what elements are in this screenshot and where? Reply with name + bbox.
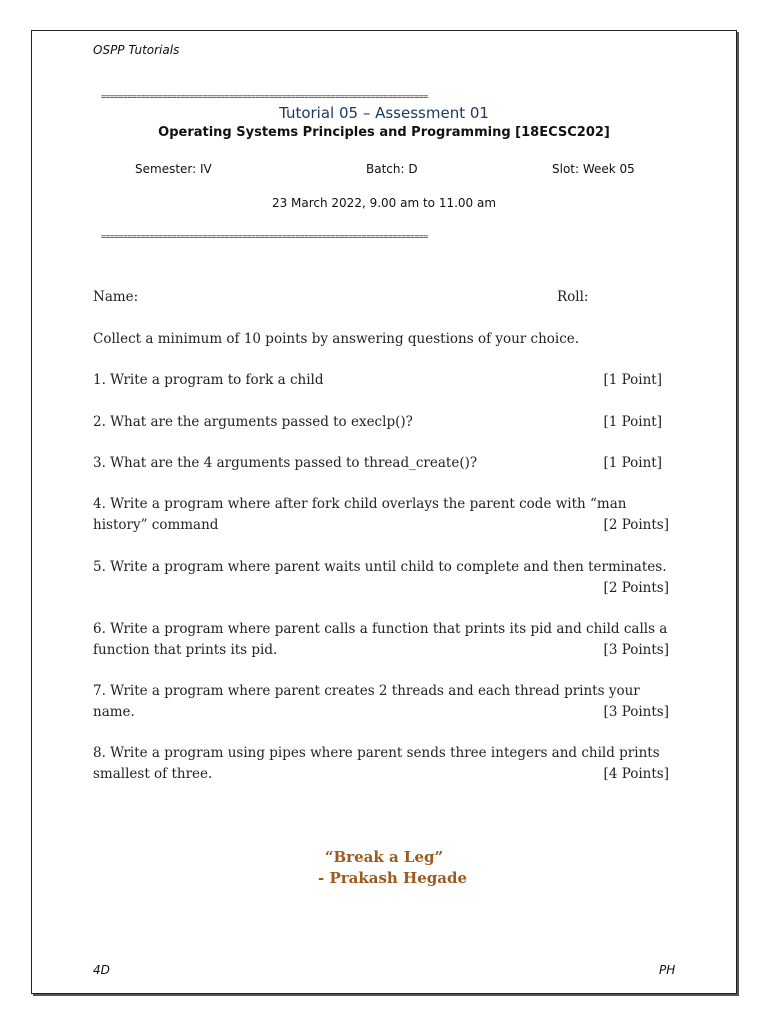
question-text: 1. Write a program to fork a child: [93, 372, 324, 388]
question-points: [3 Points]: [603, 704, 669, 720]
question-text: 6. Write a program where parent calls a function that prints its pid and child calls a: [93, 621, 668, 637]
closing-quote: “Break a Leg”: [324, 848, 444, 866]
roll-label: Roll:: [557, 289, 589, 305]
question-text: 8. Write a program using pipes where parent sends three integers and child prints: [93, 745, 660, 761]
question-item: [93, 557, 669, 599]
question-text: 7. Write a program where parent creates 2 threads and each thread prints your: [93, 683, 640, 699]
question-item: [93, 743, 669, 785]
question-text: history” command: [93, 517, 219, 533]
question-text: 3. What are the 4 arguments passed to thread_create()?: [93, 455, 478, 471]
question-points: [1 Point]: [603, 372, 662, 388]
question-text: 4. Write a program where after fork child overlays the parent code with “man: [93, 496, 627, 512]
question-points: [2 Points]: [603, 580, 669, 596]
question-text: smallest of three.: [93, 766, 213, 782]
question-item: [93, 494, 669, 536]
question-item: [93, 370, 669, 391]
question-item: [93, 453, 669, 474]
question-points: [1 Point]: [603, 455, 662, 471]
course-title: Operating Systems Principles and Programming [18ECSC202]: [158, 125, 610, 140]
top-separator: ==========================================================================: [101, 93, 428, 101]
question-text: function that prints its pid.: [93, 642, 278, 658]
question-item: [93, 619, 669, 661]
question-item: [93, 681, 669, 723]
footer-right-text: PH: [659, 963, 676, 977]
question-text: 2. What are the arguments passed to execlp()?: [93, 414, 413, 430]
batch-text: Batch: D: [366, 162, 418, 176]
question-points: [4 Points]: [603, 766, 669, 782]
question-points: [3 Points]: [603, 642, 669, 658]
bottom-separator: ==========================================================================: [101, 233, 428, 241]
slot-text: Slot: Week 05: [552, 162, 635, 176]
semester-text: Semester: IV: [135, 162, 212, 176]
question-text: name.: [93, 704, 135, 720]
question-points: [1 Point]: [603, 414, 662, 430]
question-item: [93, 412, 669, 433]
page-title: Tutorial 05 – Assessment 01: [279, 104, 489, 122]
question-text: 5. Write a program where parent waits until child to complete and then terminates.: [93, 559, 667, 575]
quote-author: - Prakash Hegade: [318, 869, 467, 887]
question-points: [2 Points]: [603, 517, 669, 533]
name-label: Name:: [93, 289, 139, 305]
date-text: 23 March 2022, 9.00 am to 11.00 am: [271, 196, 497, 210]
footer-left-text: 4D: [93, 963, 110, 977]
instruction-text: Collect a minimum of 10 points by answering questions of your choice.: [93, 331, 580, 347]
header-left-text: OSPP Tutorials: [93, 43, 180, 57]
